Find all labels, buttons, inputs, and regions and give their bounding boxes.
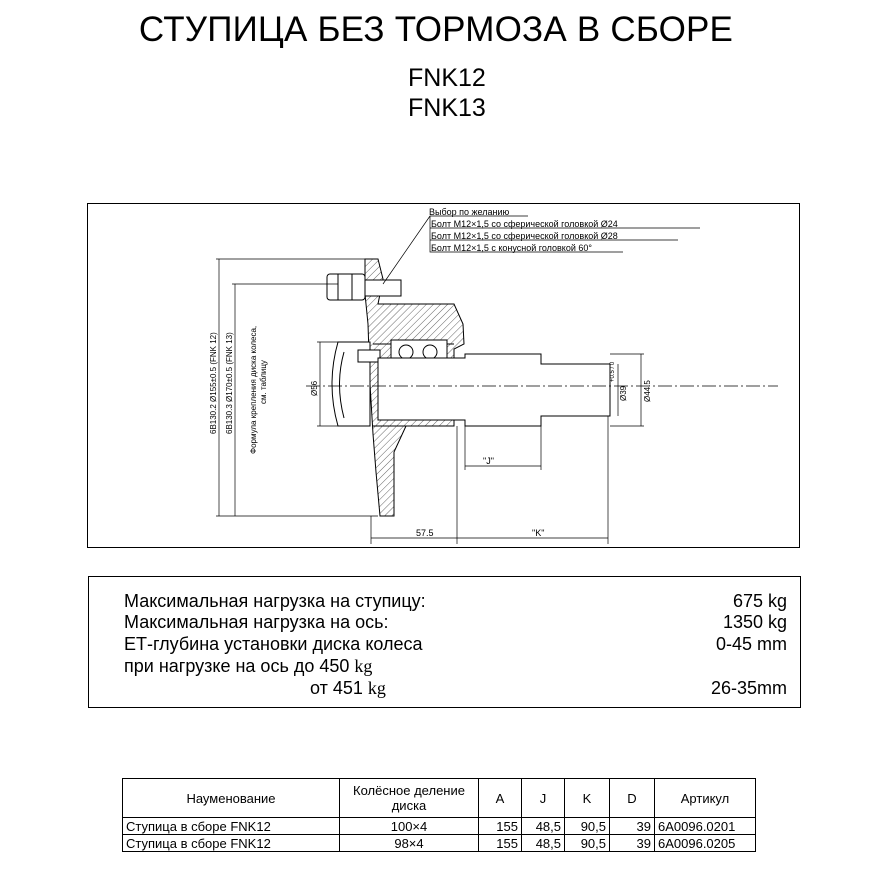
model-fnk13: FNK13: [408, 94, 486, 122]
cell-d: 39: [610, 818, 655, 835]
dim-j: "J": [483, 456, 494, 466]
cell-name: Ступица в сборе FNK12: [123, 835, 340, 852]
col-j: J: [522, 779, 565, 818]
spec-axle-load-value: 1350 kg: [722, 612, 787, 632]
table-row: [123, 835, 756, 852]
dim-pcd-fnk12: 6В130.2 Ø155±0.5 (FNK 12): [209, 332, 218, 434]
col-k: K: [565, 779, 610, 818]
wheel-bolt-head: [327, 274, 365, 300]
formula-note-2: см. таблицу: [259, 360, 268, 404]
spindle: [378, 354, 610, 426]
spec-load-upto-450: при нагрузке на ось до 450 kg: [124, 656, 373, 676]
cell-d: 39: [610, 835, 655, 852]
cell-k: 90,5: [565, 818, 610, 835]
technical-drawing: [87, 203, 800, 548]
col-d: D: [610, 779, 655, 818]
spec-et-value: 0-45 mm: [715, 634, 787, 654]
dim-k: "K": [532, 528, 545, 538]
spec-hub-load-label: Максимальная нагрузка на ступицу:: [124, 591, 426, 611]
page-title: СТУПИЦА БЕЗ ТОРМОЗА В СБОРЕ: [138, 10, 734, 49]
dim-57-5: 57.5: [416, 528, 434, 538]
dim-d44-5: Ø44.5: [643, 380, 652, 402]
cell-j: 48,5: [522, 818, 565, 835]
hub-drawing-svg: [88, 204, 801, 549]
cell-bolt-pattern: 100×4: [340, 818, 479, 835]
cell-name: Ступица в сборе FNK12: [123, 818, 340, 835]
dim-d39: Ø39: [619, 385, 628, 401]
model-fnk12: FNK12: [408, 64, 486, 92]
parts-table: [122, 778, 756, 852]
table-header-row: [123, 779, 756, 818]
cell-a: 155: [479, 835, 522, 852]
callout-bolt-cone: Болт М12×1,5 с конусной головкой 60°: [431, 243, 592, 253]
specifications-box: [88, 576, 801, 708]
spec-et-label: ЕТ-глубина установки диска колеса: [124, 634, 423, 654]
dim-pcd-fnk13: 6В130.3 Ø170±0.5 (FNK 13): [225, 332, 234, 434]
cell-a: 155: [479, 818, 522, 835]
spec-et-451-value: 26-35mm: [710, 678, 787, 698]
spec-axle-load-label: Максимальная нагрузка на ось:: [124, 612, 389, 632]
col-bolt-pattern: Колёсное деление диска: [340, 779, 479, 818]
spec-hub-load-value: 675 kg: [732, 591, 787, 611]
callout-optional: Выбор по желанию: [429, 207, 510, 217]
dim-tolerance: +0.5 / 0: [610, 361, 616, 382]
table-row: [123, 818, 756, 835]
cell-article: 6A0096.0205: [655, 835, 756, 852]
col-a: A: [479, 779, 522, 818]
callout-bolt-28: Болт М12×1,5 со сферической головкой Ø28: [431, 231, 618, 241]
formula-note-1: Формула крепления диска колеса,: [249, 325, 258, 454]
spec-load-from-451: от 451 kg: [310, 678, 386, 698]
cell-article: 6A0096.0201: [655, 818, 756, 835]
cell-k: 90,5: [565, 835, 610, 852]
dim-d56: Ø56: [310, 380, 319, 396]
cell-j: 48,5: [522, 835, 565, 852]
cell-bolt-pattern: 98×4: [340, 835, 479, 852]
col-name: Науменование: [123, 779, 340, 818]
col-article: Артикул: [655, 779, 756, 818]
callout-bolt-24: Болт М12×1,5 со сферической головкой Ø24: [431, 219, 618, 229]
